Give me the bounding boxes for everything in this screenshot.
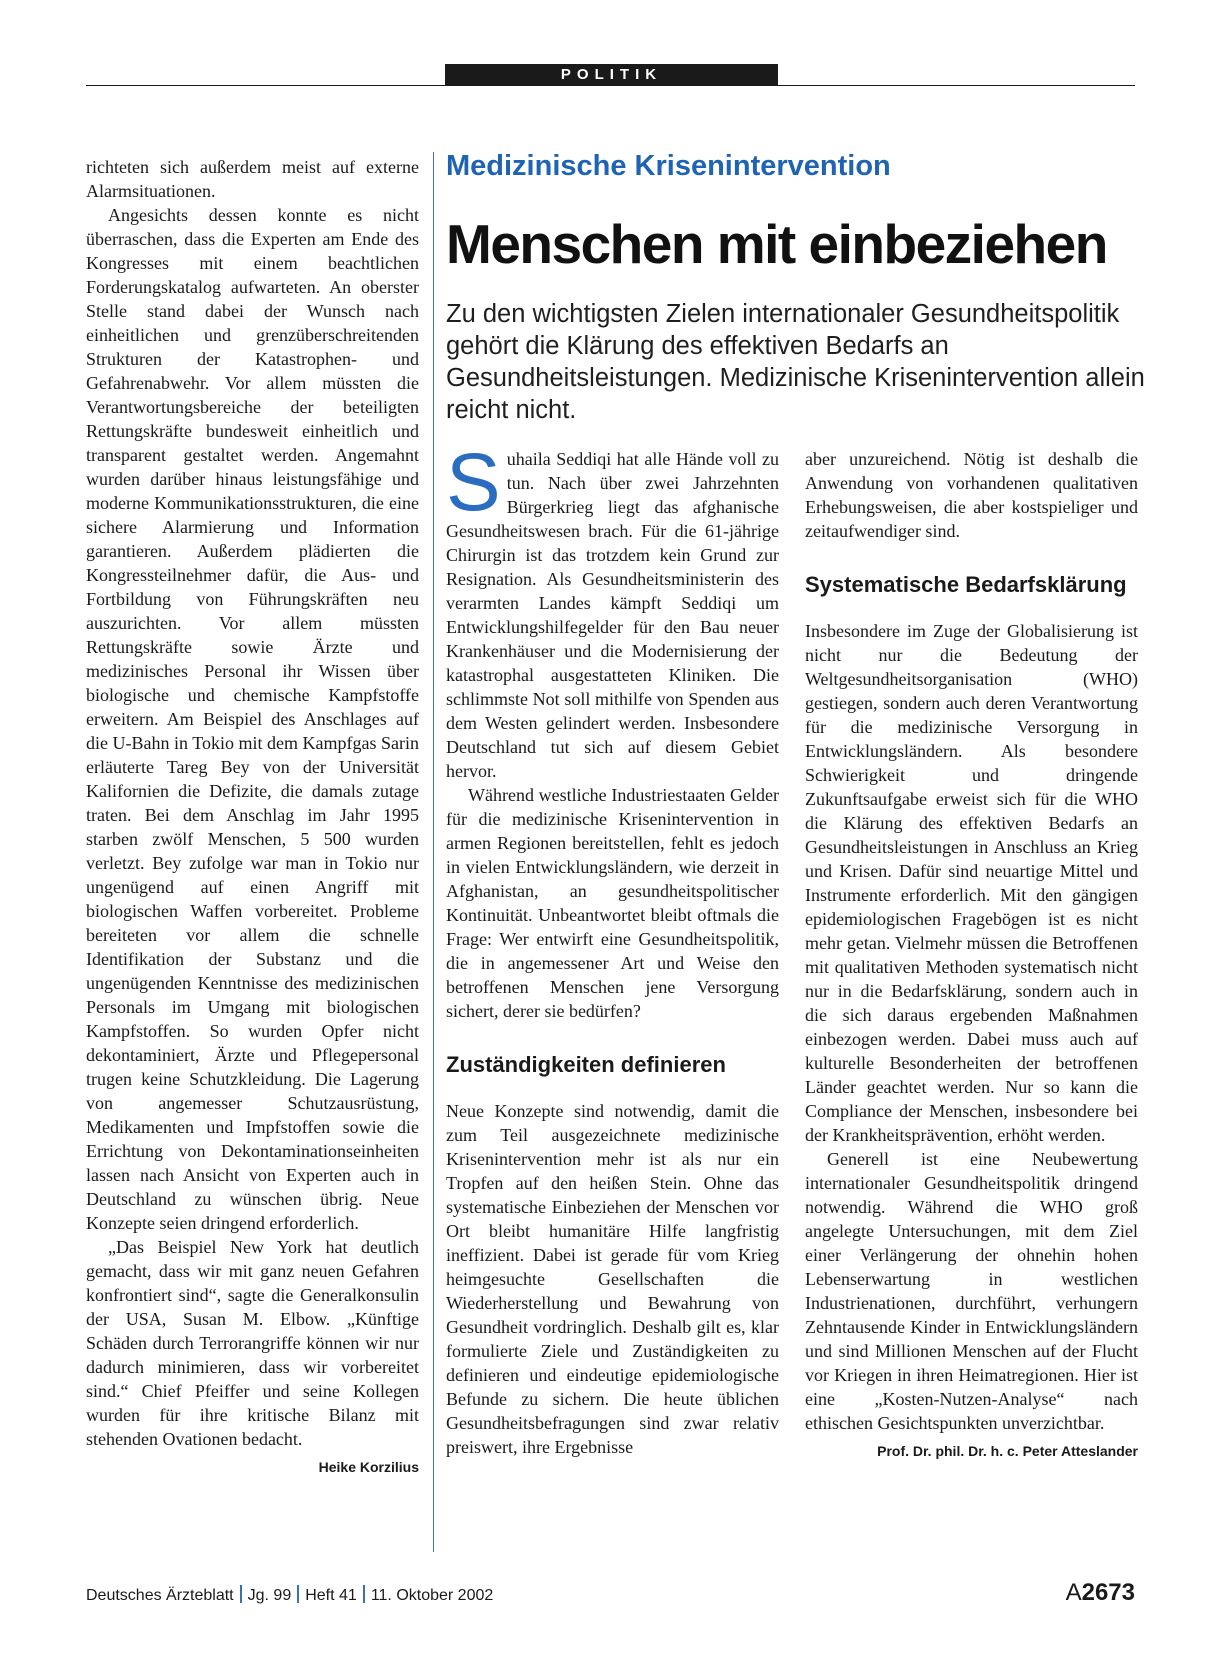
footer-divider [297,1585,299,1603]
section-label: POLITIK [445,64,778,85]
issue: Heft 41 [305,1587,357,1604]
drop-cap: S [446,447,501,528]
article-headline: Menschen mit einbeziehen [446,213,1107,275]
paragraph-text: uhaila Seddiqi hat alle Hände voll zu tun. Nach über zwei Jahrzehnten Bürgerkrieg liegt das afghanische Gesundheitswesen brach. Für die 61-jährige Chirurgin ist das trotzdem kein Grund zur Resignation. Als Gesundheitsministerin des verarmten Landes kämpft Seddiqi um Entwicklungshilfegelder für den Bau neuer Krankenhäuser und die Modernisierung der katastrophal ausgestatteten Kliniken. Die schlimmste Not soll mithilfe von Spenden aus dem Westen gelindert werden. Insbesondere Deutschland tut sich auf diesem Gebiet hervor. [446,449,779,781]
issue-date: 11. Oktober 2002 [370,1587,494,1604]
paragraph: Angesichts dessen konnte es nicht überraschen, dass die Experten am Ende des Kongresses mit einem beachtlichen Forderungskatalog aufwarteten. An oberster Stelle stand dabei der Wunsch nach einheitlichen und grenzüberschreitenden Strukturen der Katastrophen- und Gefahrenabwehr. Vor allem müssten die Verantwortungsbereiche der beteiligten Rettungskräfte bundesweit einheitlich und transparent gestaltet werden. Angemahnt wurden darüber hinaus leistungsfähige und moderne Kommunikationsstrukturen, die eine sichere Alarmierung und Information garantieren. Außerdem plädierten die Kongressteilnehmer dafür, die Aus- und Fortbildung von Führungskräften neu auszurichten. Vor allem müssten Rettungskräfte sowie Ärzte und medizinisches Personal ihr Wissen über biologische und chemische Kampfstoffe erweitern. Am Beispiel des Anschlages auf die U-Bahn in Tokio mit dem Kampfgas Sarin erläuterte Tareg Bey von der Universität Kalifornien die Defizite, die damals zutage traten. Bei dem Anschlag im Jahr 1995 starben zwölf Menschen, 5 500 wurden verletzt. Bey zufolge war man in Tokio nur ungenügend auf einen Angriff mit biologischen Waffen vorbereitet. Probleme bereiteten vor allem die schnelle Identifikation der Substanz und die ungenügenden Kenntnisse des medizinischen Personals im Umgang mit biologischen Kampfstoffen. So wurden Opfer nicht dekontaminiert, Ärzte und Pflegepersonal trugen keine Schutzkleidung. Die Lagerung von angemesser Schutzausrüstung, Medikamenten und Impfstoffen sowie die Errichtung von Dekontaminationseinheiten lassen nach Ansicht von Experten auch in Deutschland zu wünschen übrig. Neue Konzepte seien dringend erforderlich. [86,205,419,1233]
page-footer [86,1585,493,1605]
paragraph: Neue Konzepte sind notwendig, damit die zum Teil ausgezeichnete medizinische Krisenintervention mehr ist als nur ein Tropfen auf den heißen Stein. Ohne das systematische Einbeziehen der Menschen vor Ort bleibt humanitäre Hilfe langfristig ineffizient. Dabei ist gerade für vom Krieg heimgesuchte Gesellschaften die Wiederherstellung und Bewahrung von Gesundheit vordringlich. Deshalb gilt es, klar formulierte Ziele und Zuständigkeiten zu definieren und eindeutige epidemiologische Befunde zu sichern. Die heute üblichen Gesundheitsbefragungen sind zwar relativ preiswert, ihre Ergebnisse [446,1101,779,1457]
page-number-value: 2673 [1081,1579,1135,1606]
paragraph: aber unzureichend. Nötig ist deshalb die Anwendung von vorhandenen qualitativen Erhebungsweisen, die aber kostspieliger und zeitaufwendiger sind. [805,449,1138,541]
column-middle [446,447,779,1552]
journal-name: Deutsches Ärzteblatt [86,1587,234,1604]
paragraph [86,1235,419,1475]
subheading: Zuständigkeiten definieren [446,1052,726,1077]
paragraph: Insbesondere im Zuge der Globalisierung ist nicht nur die Bedeutung der Weltgesundheitsorganisation (WHO) gestiegen, sondern auch deren Verantwortung für die medizinische Versorgung in Entwicklungsländern. Als besondere Schwierigkeit und dringende Zukunftsaufgabe erweist sich für die WHO die Klärung des effektiven Bedarfs an Gesundheitsleistungen in Anschluss an Krieg und Krisen. Dafür sind neuartige Mittel und Instrumente erforderlich. Mit den gängigen epidemiologischen Fragebögen ist es nicht mehr getan. Vielmehr müssen die Betroffenen mit qualitativen Methoden systematisch nicht nur in die Bedarfsklärung, sondern auch in die sich daraus ergebenden Maßnahmen einbezogen werden. Dabei muss auch auf kulturelle Besonderheiten der betroffenen Länder geachtet werden. Nur so kann die Compliance der Menschen, insbesondere bei der Krankheitsprävention, erhöht werden. [805,621,1138,1145]
article-kicker: Medizinische Krisenintervention [446,150,891,182]
page-number [1066,1579,1135,1607]
subheading: Systematische Bedarfsklärung [805,572,1127,597]
author-byline: Prof. Dr. phil. Dr. h. c. Peter Atteslander [877,1443,1138,1459]
author-byline: Heike Korzilius [318,1459,419,1475]
column-right [805,447,1138,1552]
paragraph [805,1147,1138,1459]
column-divider [433,152,434,1552]
footer-divider [363,1585,365,1603]
paragraph-text: „Das Beispiel New York hat deutlich gemacht, dass wir mit ganz neuen Gefahren konfrontiert sind“, sagte die Generalkonsulin der USA, Susan M. Elbow. „Künftige Schäden durch Terrorangriffe können wir nur dadurch minimieren, dass wir vorbereitet sind.“ Chief Pfeiffer und seine Kollegen wurden für ihre kritische Bilanz mit stehenden Ovationen bedacht. [86,1237,419,1449]
volume: Jg. 99 [247,1587,292,1604]
paragraph: richteten sich außerdem meist auf externe Alarmsituationen. [86,157,419,201]
paragraph: Während westliche Industriestaaten Gelder für die medizinische Krisenintervention in armen Regionen bereitstellen, fehlt es jedoch in vielen Entwicklungsländern, wie derzeit in Afghanistan, an gesundheitspolitischer Kontinuität. Unbeantwortet bleibt oftmals die Frage: Wer entwirft eine Gesundheitspolitik, die in angemessener Art und Weise den betroffenen Menschen jene Versorgung sichert, derer sie bedürfen? [446,785,779,1021]
footer-divider [240,1585,242,1603]
column-left [86,155,419,1550]
header-rule [86,85,1135,86]
article-lead: Zu den wichtigsten Zielen internationaler Gesundheitspolitik gehört die Klärung des effektiven Bedarfs an Gesundheitsleistungen. Medizinische Krisenintervention allein reicht nicht. [446,300,1145,424]
page-prefix: A [1065,1579,1082,1606]
paragraph-text: Generell ist eine Neubewertung internationaler Gesundheitspolitik dringend notwendig. Während die WHO groß angelegte Untersuchungen, mit dem Ziel einer Verlängerung der ohnehin hohen Lebenserwartung in westlichen Industrienationen, durchführt, verhungern Zehntausende Kinder in Entwicklungsländern und sind Millionen Menschen auf der Flucht vor Kriegen in ihren Heimatregionen. Hier ist eine „Kosten-Nutzen-Analyse“ nach ethischen Gesichtspunkten unverzichtbar. [805,1149,1138,1433]
paragraph [446,447,779,783]
